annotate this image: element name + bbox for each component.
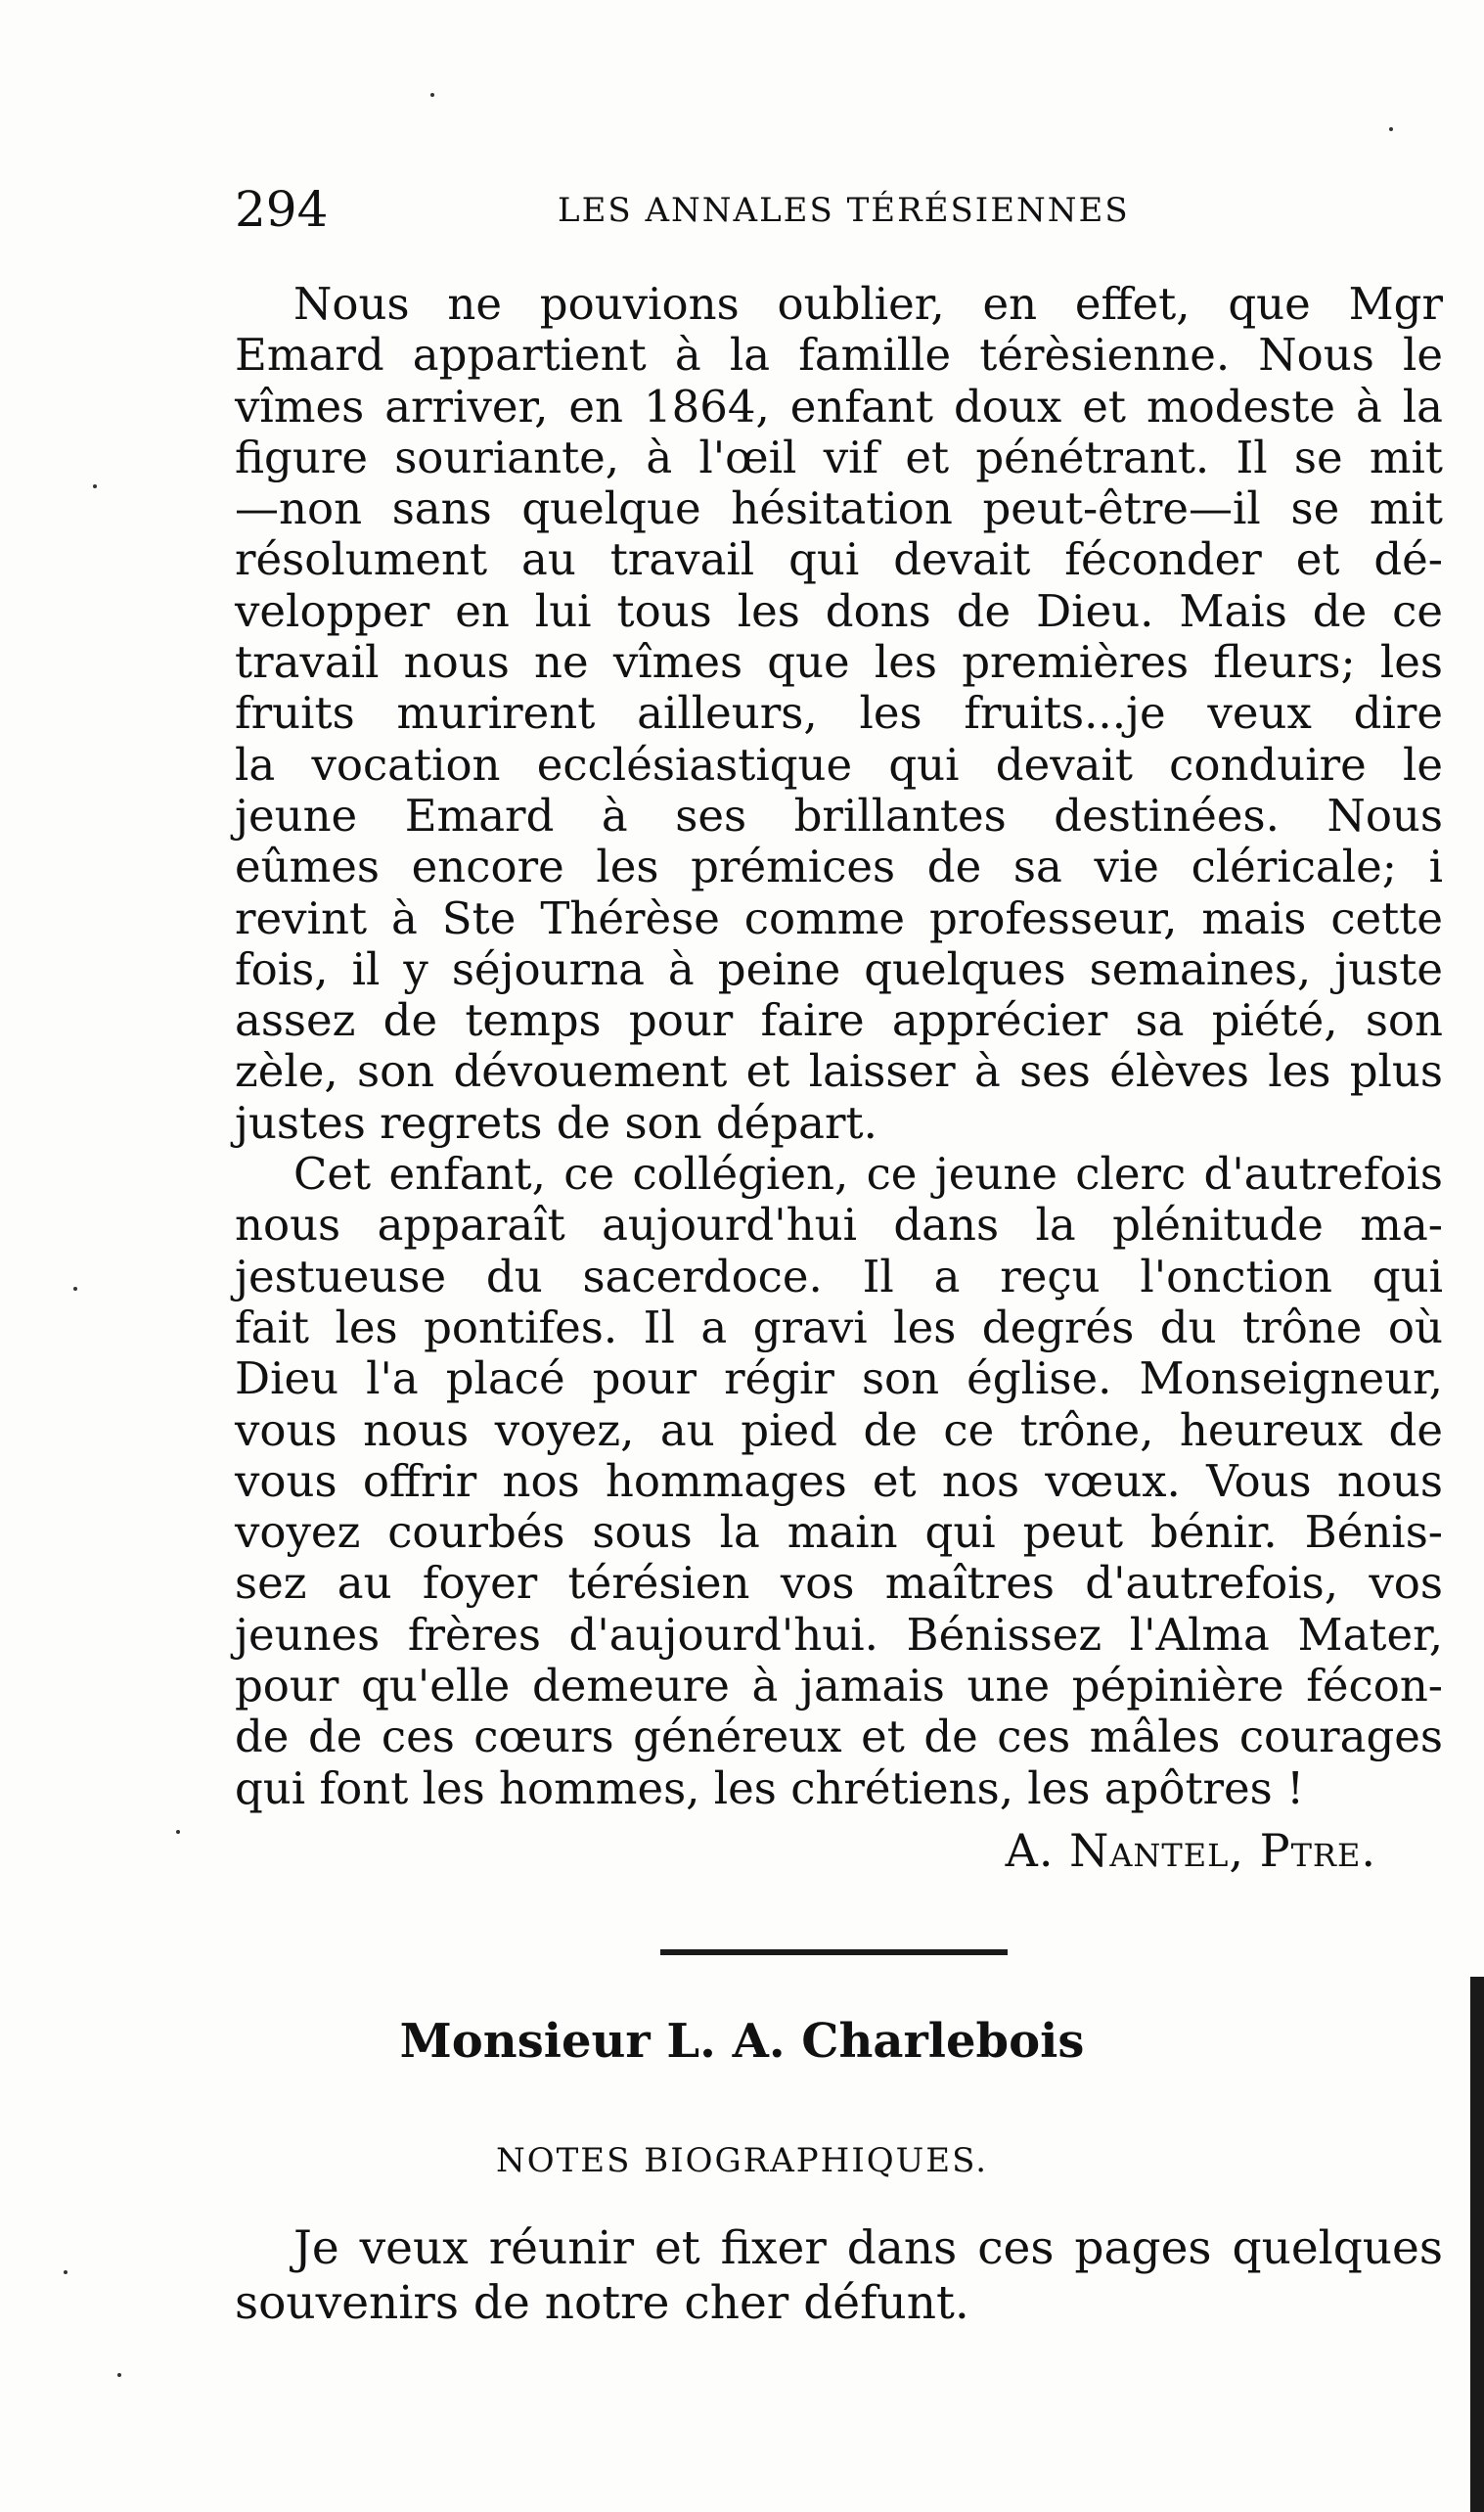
section-intro-text <box>235 2221 1443 2331</box>
text-line: sez au foyer térésien vos maîtres d'autrefois, vos <box>235 1557 1443 1610</box>
scan-speck <box>64 2270 67 2274</box>
text-line: Dieu l'a placé pour régir son église. Monseigneur, <box>235 1352 1443 1405</box>
text-line: Je veux réunir et fixer dans ces pages quelques <box>293 2221 1443 2275</box>
section-subtitle: NOTES BIOGRAPHIQUES. <box>495 2141 989 2180</box>
text-line: jeune Emard à ses brillantes destinées. Nous <box>235 789 1443 842</box>
text-line: Nous ne pouvions oublier, en effet, que Mgr <box>293 278 1443 330</box>
text-line: eûmes encore les prémices de sa vie cléricale; i <box>235 841 1443 893</box>
page-edge-shadow <box>1470 1977 1484 2512</box>
running-head: LES ANNALES TÉRÉSIENNES <box>558 191 1130 230</box>
scan-speck <box>1389 127 1393 131</box>
section-divider <box>660 1949 1008 1955</box>
text-line: fruits murirent ailleurs, les fruits...je veux dire <box>235 687 1443 740</box>
text-line: justes regrets de son départ. <box>235 1096 877 1149</box>
text-line: la vocation ecclésiastique qui devait conduire le <box>235 738 1443 791</box>
text-line: qui font les hommes, les chrétiens, les apôtres ! <box>235 1761 1305 1814</box>
text-line: de de ces cœurs généreux et de ces mâles courages <box>235 1711 1443 1763</box>
text-line: vous offrir nos hommages et nos vœux. Vous nous <box>235 1454 1443 1507</box>
text-line: résolument au travail qui devait féconder et dé- <box>235 533 1443 586</box>
text-line: figure souriante, à l'œil vif et pénétrant. Il se mit <box>235 431 1443 483</box>
text-line: velopper en lui tous les dons de Dieu. Mais de ce <box>235 584 1443 637</box>
text-line: zèle, son dévouement et laisser à ses élèves les plus <box>235 1045 1443 1098</box>
section-title: Monsieur L. A. Charlebois <box>399 2014 1085 2069</box>
main-text-block <box>235 279 1443 1814</box>
text-line: fois, il y séjourna à peine quelques semaines, juste <box>235 942 1443 995</box>
text-line: fait les pontifes. Il a gravi les degrés du trône où <box>235 1301 1443 1353</box>
page-number: 294 <box>235 181 329 238</box>
scan-speck <box>73 1287 77 1291</box>
author-signature: A. Nantel, Ptre. <box>1005 1824 1376 1877</box>
text-line: nous apparaît aujourd'hui dans la plénitude ma- <box>235 1199 1443 1252</box>
text-line: vous nous voyez, au pied de ce trône, heureux de <box>235 1403 1443 1456</box>
scan-speck <box>117 2373 121 2377</box>
text-line: jestueuse du sacerdoce. Il a reçu l'onction qui <box>235 1250 1443 1302</box>
text-line: souvenirs de notre cher défunt. <box>235 2276 969 2330</box>
text-line: voyez courbés sous la main qui peut bénir. Bénis- <box>235 1506 1443 1559</box>
text-line: travail nous ne vîmes que les premières fleurs; les <box>235 636 1443 689</box>
text-line: jeunes frères d'aujourd'hui. Bénissez l'Alma Mater, <box>235 1608 1443 1661</box>
text-line: assez de temps pour faire apprécier sa piété, son <box>235 994 1443 1047</box>
text-line: Cet enfant, ce collégien, ce jeune clerc d'autrefois <box>293 1148 1443 1201</box>
scan-speck <box>93 484 97 488</box>
scan-speck <box>430 93 434 97</box>
text-line: Emard appartient à la famille térèsienne. Nous le <box>235 329 1443 382</box>
text-line: vîmes arriver, en 1864, enfant doux et modeste à la <box>235 380 1443 433</box>
scan-speck <box>176 1830 180 1834</box>
text-line: pour qu'elle demeure à jamais une pépinière fécon- <box>235 1660 1443 1713</box>
text-line: —non sans quelque hésitation peut-être—il se mit <box>235 482 1443 535</box>
text-line: revint à Ste Thérèse comme professeur, mais cette <box>235 891 1443 944</box>
page-header <box>235 181 1213 250</box>
